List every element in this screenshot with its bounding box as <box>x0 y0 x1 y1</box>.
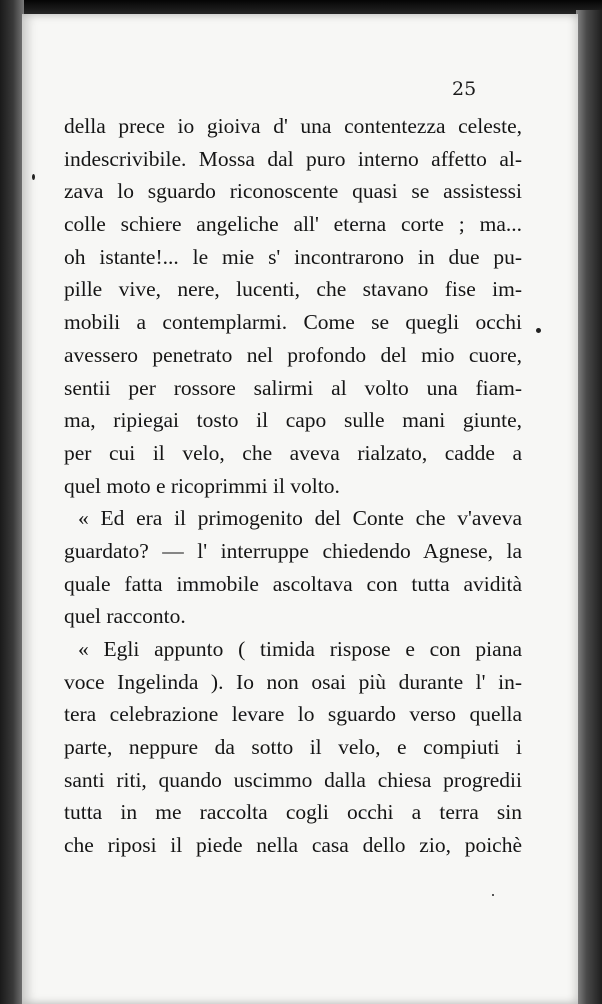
book-fore-edge <box>576 10 602 1004</box>
text-line: colle schiere angeliche all' eterna corte ; ma... <box>64 212 522 237</box>
body-text <box>64 110 522 862</box>
page-number: 25 <box>452 78 477 100</box>
text-line: mobili a contemplarmi. Come se quegli occhi <box>64 310 522 335</box>
ink-speck <box>32 174 35 180</box>
text-line: « Egli appunto ( timida rispose e con piana <box>78 637 522 661</box>
text-line: tutta in me raccolta cogli occhi a terra sin <box>64 800 522 825</box>
text-line: ma, ripiegai tosto il capo sulle mani giunte, <box>64 408 522 433</box>
ink-speck <box>492 894 494 896</box>
text-line: santi riti, quando uscimmo dalla chiesa progredii <box>64 767 522 792</box>
text-line: tera celebrazione levare lo sguardo verso quella <box>64 702 522 727</box>
text-line: della prece io gioiva d' una contentezza celeste, <box>64 114 522 138</box>
ink-speck <box>536 328 541 333</box>
text-line: che riposi il piede nella casa dello zio, poichè <box>64 833 522 858</box>
text-line: zava lo sguardo riconoscente quasi se assistessi <box>64 179 522 204</box>
text-line: pille vive, nere, lucenti, che stavano fise im- <box>64 277 522 302</box>
text-line: guardato? — l' interruppe chiedendo Agnese, la <box>64 538 522 563</box>
text-line: quel moto e ricoprimmi il volto. <box>64 473 340 498</box>
text-line: parte, neppure da sotto il velo, e compiuti i <box>64 735 522 760</box>
text-line: voce Ingelinda ). Io non osai più durante l' in- <box>64 669 522 694</box>
text-line: quale fatta immobile ascoltava con tutta avidità <box>64 571 522 596</box>
text-line: « Ed era il primogenito del Conte che v'aveva <box>78 506 522 531</box>
text-line: indescrivibile. Mossa dal puro interno affetto al- <box>64 146 522 171</box>
text-line: avessero penetrato nel profondo del mio cuore, <box>64 342 522 367</box>
page-sheet <box>22 14 578 1004</box>
text-line: per cui il velo, che aveva rialzato, cadde a <box>64 440 522 465</box>
text-line: quel racconto. <box>64 604 186 629</box>
book-spine-shadow <box>0 0 24 1004</box>
text-line: oh istante!... le mie s' incontrarono in due pu- <box>64 244 522 269</box>
text-line: sentii per rossore salirmi al volto una fiam- <box>64 375 522 400</box>
